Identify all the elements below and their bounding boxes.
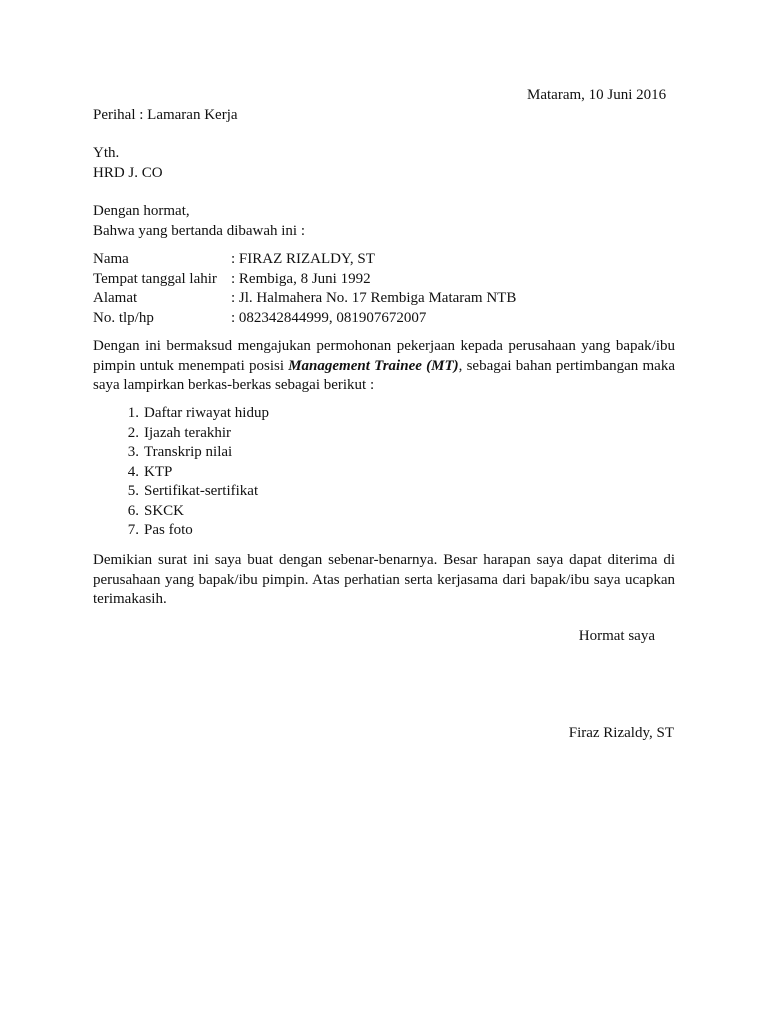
list-item-text: Transkrip nilai	[144, 444, 233, 460]
list-item-text: Pas foto	[144, 522, 193, 538]
identity-value: : Rembiga, 8 Juni 1992	[231, 270, 371, 287]
application-text-before: Dengan ini bermaksud mengajukan permohonan pekerjaan kepada perusahaan yang bapak/ibu pimpin untuk menempati posisi	[93, 338, 675, 374]
list-item-text: SKCK	[144, 502, 185, 519]
identity-row-name	[93, 250, 516, 270]
identity-value: : 082342844999, 081907672007	[231, 309, 427, 326]
list-item	[93, 502, 269, 522]
identity-value: : Jl. Halmahera No. 17 Rembiga Mataram NTB	[231, 290, 517, 306]
greeting-block	[93, 202, 305, 241]
identity-row-phone	[93, 309, 516, 329]
identity-row-birth	[93, 270, 516, 290]
list-item-number: 4.	[127, 463, 139, 480]
list-item-number: 2.	[127, 424, 139, 441]
attachment-list	[93, 404, 269, 541]
list-item	[93, 424, 269, 444]
intro-line: Bahwa yang bertanda dibawah ini :	[93, 222, 306, 239]
identity-value: : FIRAZ RIZALDY, ST	[231, 251, 375, 267]
list-item-text: Daftar riwayat hidup	[144, 405, 269, 421]
application-paragraph	[93, 337, 675, 396]
closing-salutation: Hormat saya	[578, 628, 655, 644]
list-item-text: Ijazah terakhir	[144, 424, 232, 441]
recipient-name: HRD J. CO	[93, 164, 163, 181]
identity-label: Alamat	[93, 290, 138, 306]
list-item	[93, 463, 269, 483]
position-name: Management Trainee (MT)	[288, 357, 459, 374]
application-text-after: , sebagai bahan pertimbangan maka saya lampirkan berkas-berkas sebagai berikut :	[93, 357, 676, 393]
list-item	[93, 443, 269, 463]
list-item-number: 7.	[127, 522, 139, 538]
list-item-number: 3.	[127, 444, 139, 460]
recipient-salutation: Yth.	[93, 145, 120, 161]
identity-row-address	[93, 289, 516, 309]
closing-paragraph: Demikian surat ini saya buat dengan sebenar-benarnya. Besar harapan saya dapat diterima di perusahaan yang bapak/ibu pimpin. Atas perhatian serta kerjasama dari bapak/ibu saya ucapkan terimakasih.	[93, 552, 675, 607]
identity-label: Nama	[93, 251, 129, 267]
list-item-text: Sertifikat-sertifikat	[144, 483, 259, 499]
list-item-number: 5.	[127, 483, 139, 499]
list-item-text: KTP	[144, 463, 173, 480]
recipient-block	[93, 144, 163, 183]
list-item-number: 1.	[127, 405, 139, 421]
greeting: Dengan hormat,	[93, 203, 190, 219]
identity-label: Tempat tanggal lahir	[93, 270, 217, 287]
letter-subject: Perihal : Lamaran Kerja	[93, 107, 238, 123]
list-item-number: 6.	[127, 502, 139, 519]
list-item	[93, 404, 269, 424]
letter-date: Mataram, 10 Juni 2016	[527, 87, 667, 103]
signer-name: Firaz Rizaldy, ST	[568, 725, 674, 741]
list-item	[93, 482, 269, 502]
list-item	[93, 521, 269, 541]
identity-table	[93, 250, 516, 328]
identity-label: No. tlp/hp	[93, 309, 154, 326]
